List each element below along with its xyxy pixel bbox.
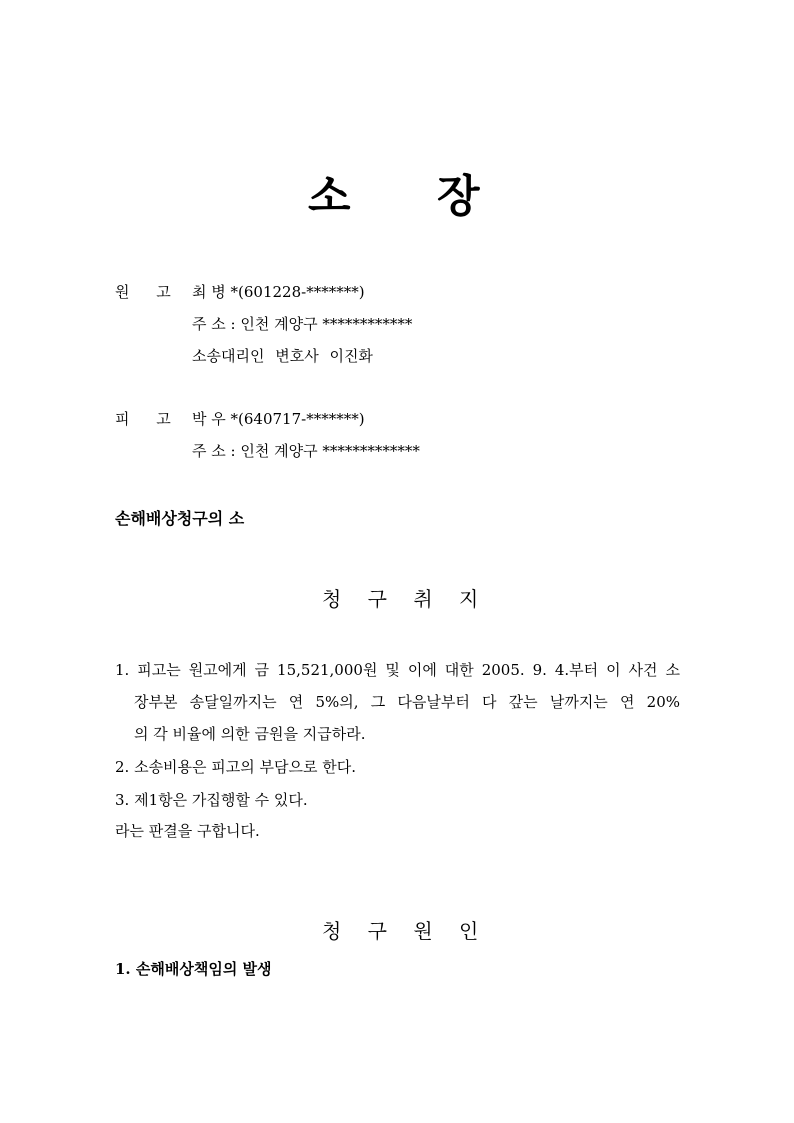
claim-item-1-line-2: 장부본 송달일까지는 연 5%의, 그 다음날부터 다 갚는 날까지는 연 20% bbox=[134, 693, 680, 711]
document-title-second-char: 장 bbox=[437, 171, 480, 222]
claim-closing: 라는 판결을 구합니다. bbox=[115, 822, 260, 840]
document-title-first-char: 소 bbox=[308, 171, 351, 222]
cause-subheading-1: 1. 손해배상책임의 발생 bbox=[115, 960, 272, 978]
defendant-role: 피 고 bbox=[115, 410, 171, 428]
claim-item-1-line-3: 의 각 비율에 의한 금원을 지급하라. bbox=[134, 725, 366, 743]
defendant-name-id: 박 우 *(640717-*******) bbox=[192, 410, 365, 428]
plaintiff-attorney: 소송대리인 변호사 이진화 bbox=[192, 347, 373, 365]
plaintiff-name-id: 최 병 *(601228-*******) bbox=[192, 283, 365, 301]
plaintiff-role: 원 고 bbox=[115, 283, 171, 301]
section-heading-claim-cause: 청 구 원 인 bbox=[322, 919, 479, 943]
defendant-address: 주 소 : 인천 계양구 ************* bbox=[192, 442, 420, 460]
plaintiff-address: 주 소 : 인천 계양구 ************ bbox=[192, 315, 413, 333]
section-heading-claim-purpose: 청 구 취 지 bbox=[322, 587, 479, 611]
claim-item-3: 3. 제1항은 가집행할 수 있다. bbox=[115, 791, 308, 809]
claim-item-2: 2. 소송비용은 피고의 부담으로 한다. bbox=[115, 758, 357, 776]
case-name: 손해배상청구의 소 bbox=[115, 509, 245, 528]
claim-item-1-line-1: 1. 피고는 원고에게 금 15,521,000원 및 이에 대한 2005. 9. 4.부터 이 사건 소 bbox=[115, 661, 680, 679]
